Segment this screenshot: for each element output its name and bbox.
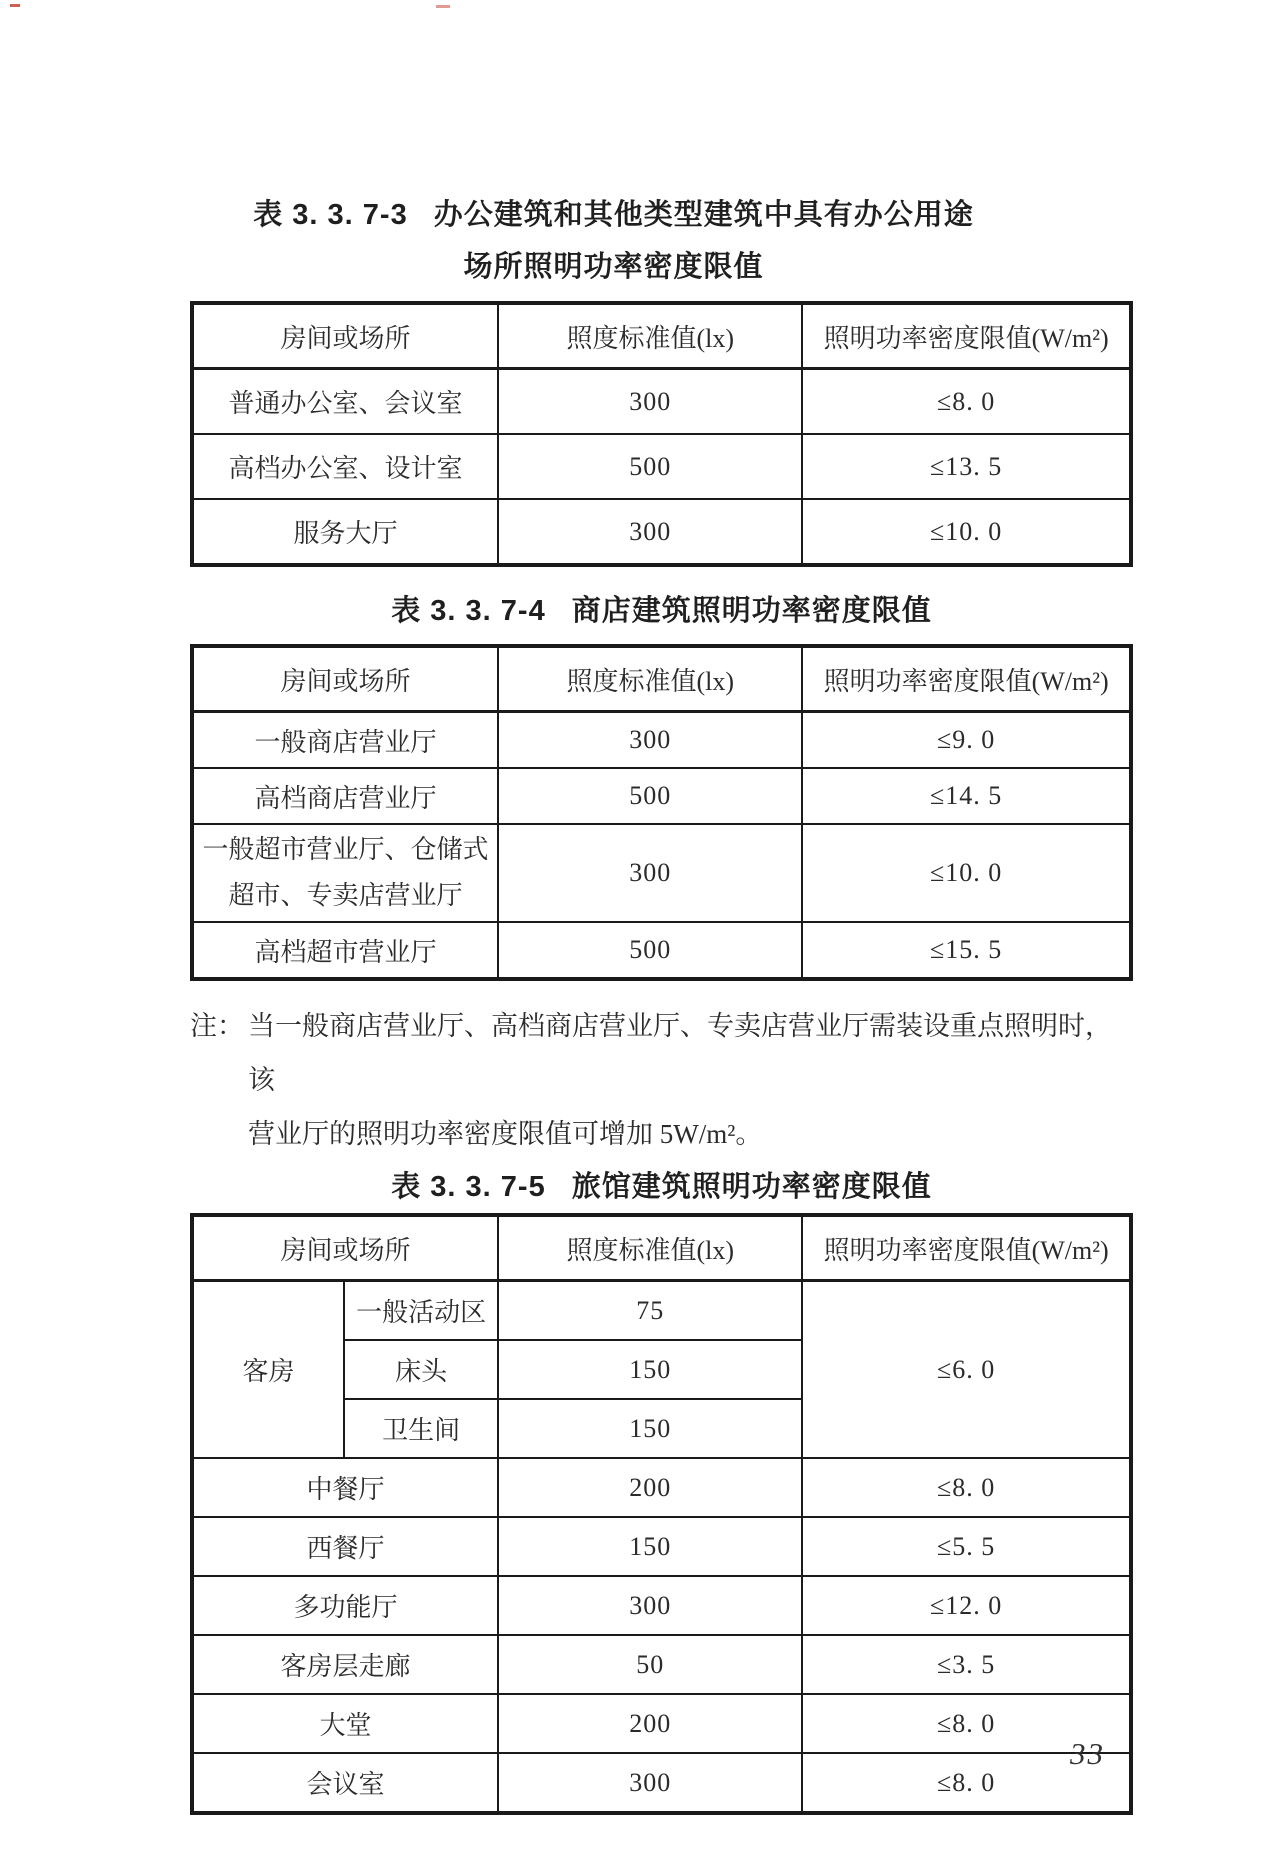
table-cell: 会议室 [192,1753,498,1813]
table-row [192,369,1131,435]
table-cell: ≤6. 0 [802,1281,1131,1459]
table-row [192,1635,1131,1694]
table-cell: 普通办公室、会议室 [192,369,498,435]
note-body [248,999,1133,1161]
table-3373-title-text: 办公建筑和其他类型建筑中具有办公用途 [433,199,974,231]
table-3375-label: 表 3. 3. 7-5 [391,1171,546,1203]
table-cell: 一般商店营业厅 [192,712,498,769]
header-cell: 照度标准值(lx) [498,1215,802,1281]
table-cell: 200 [498,1458,802,1517]
table-cell: 50 [498,1635,802,1694]
table-row [192,1694,1131,1753]
table-cell: 卫生间 [344,1399,498,1458]
table-cell: 500 [498,768,802,824]
table-cell: 中餐厅 [192,1458,498,1517]
table-cell: ≤3. 5 [802,1635,1131,1694]
table-row [192,824,1131,922]
table-cell: ≤12. 0 [802,1576,1131,1635]
lpd-table-store [190,644,1133,981]
table-row [192,1576,1131,1635]
header-row [192,303,1131,369]
table-cell: ≤14. 5 [802,768,1131,824]
table-cell: 西餐厅 [192,1517,498,1576]
header-cell: 房间或场所 [192,1215,498,1281]
header-cell: 照度标准值(lx) [498,303,802,369]
table-cell: 一般超市营业厅、仓储式超市、专卖店营业厅 [192,824,498,922]
table-cell: 300 [498,499,802,565]
header-cell: 房间或场所 [192,303,498,369]
table-cell: ≤8. 0 [802,1694,1131,1753]
table-cell: 高档商店营业厅 [192,768,498,824]
table-3373-title [142,197,1085,285]
lpd-table-office [190,301,1133,567]
table-cell: ≤10. 0 [802,499,1131,565]
table-3373-label: 表 3. 3. 7-3 [253,199,408,231]
table-cell: ≤15. 5 [802,922,1131,979]
table-row [192,768,1131,824]
table-cell: ≤5. 5 [802,1517,1131,1576]
table-cell: ≤8. 0 [802,1753,1131,1813]
table-cell: 客房 [192,1281,344,1459]
table-cell: ≤8. 0 [802,1458,1131,1517]
header-row [192,646,1131,712]
table-3374-label: 表 3. 3. 7-4 [391,595,546,627]
table-3375-title [190,1169,1133,1205]
table-cell: 500 [498,922,802,979]
table-row [192,1458,1131,1517]
table-cell: ≤8. 0 [802,369,1131,435]
table-cell: 150 [498,1340,802,1399]
table-3374-title [190,593,1133,629]
table-cell: 高档超市营业厅 [192,922,498,979]
table-cell: 150 [498,1399,802,1458]
table-3374-title-text: 商店建筑照明功率密度限值 [571,595,932,627]
table-row [192,1517,1131,1576]
table-cell: 200 [498,1694,802,1753]
table-cell: 多功能厅 [192,1576,498,1635]
table-cell: 床头 [344,1340,498,1399]
table-cell: 500 [498,434,802,499]
page-number: 33 [1070,1736,1105,1771]
table-row [192,1753,1131,1813]
table-3375-title-text: 旅馆建筑照明功率密度限值 [571,1171,932,1203]
table-cell: 客房层走廊 [192,1635,498,1694]
table-cell: 大堂 [192,1694,498,1753]
table-row [192,499,1131,565]
table-3373-title-line1 [142,197,1085,233]
lpd-table-hotel [190,1213,1133,1815]
table-cell: ≤9. 0 [802,712,1131,769]
table-cell: 300 [498,824,802,922]
page-content [190,0,1133,1815]
header-row [192,1215,1131,1281]
table-row [192,922,1131,979]
table-cell: 300 [498,1576,802,1635]
note-label: 注： [190,1011,244,1041]
table-3373-title-line2: 场所照明功率密度限值 [463,251,764,283]
note [190,999,1133,1161]
table-cell: 高档办公室、设计室 [192,434,498,499]
table-row [192,434,1131,499]
header-cell: 照明功率密度限值(W/m²) [802,1215,1131,1281]
table-cell: 一般活动区 [344,1281,498,1341]
scan-artifact [10,4,20,7]
table-cell: 300 [498,369,802,435]
table-row [192,1281,1131,1341]
table-cell: 150 [498,1517,802,1576]
note-line: 当一般商店营业厅、高档商店营业厅、专卖店营业厅需装设重点照明时，该 [248,1011,1112,1095]
header-cell: 照明功率密度限值(W/m²) [802,303,1131,369]
table-cell: 300 [498,712,802,769]
note-line: 营业厅的照明功率密度限值可增加 5W/m²。 [248,1119,763,1149]
table-cell: ≤13. 5 [802,434,1131,499]
table-cell: 服务大厅 [192,499,498,565]
table-cell: 300 [498,1753,802,1813]
header-cell: 照度标准值(lx) [498,646,802,712]
header-cell: 照明功率密度限值(W/m²) [802,646,1131,712]
table-cell: ≤10. 0 [802,824,1131,922]
table-cell: 75 [498,1281,802,1341]
table-row [192,712,1131,769]
header-cell: 房间或场所 [192,646,498,712]
